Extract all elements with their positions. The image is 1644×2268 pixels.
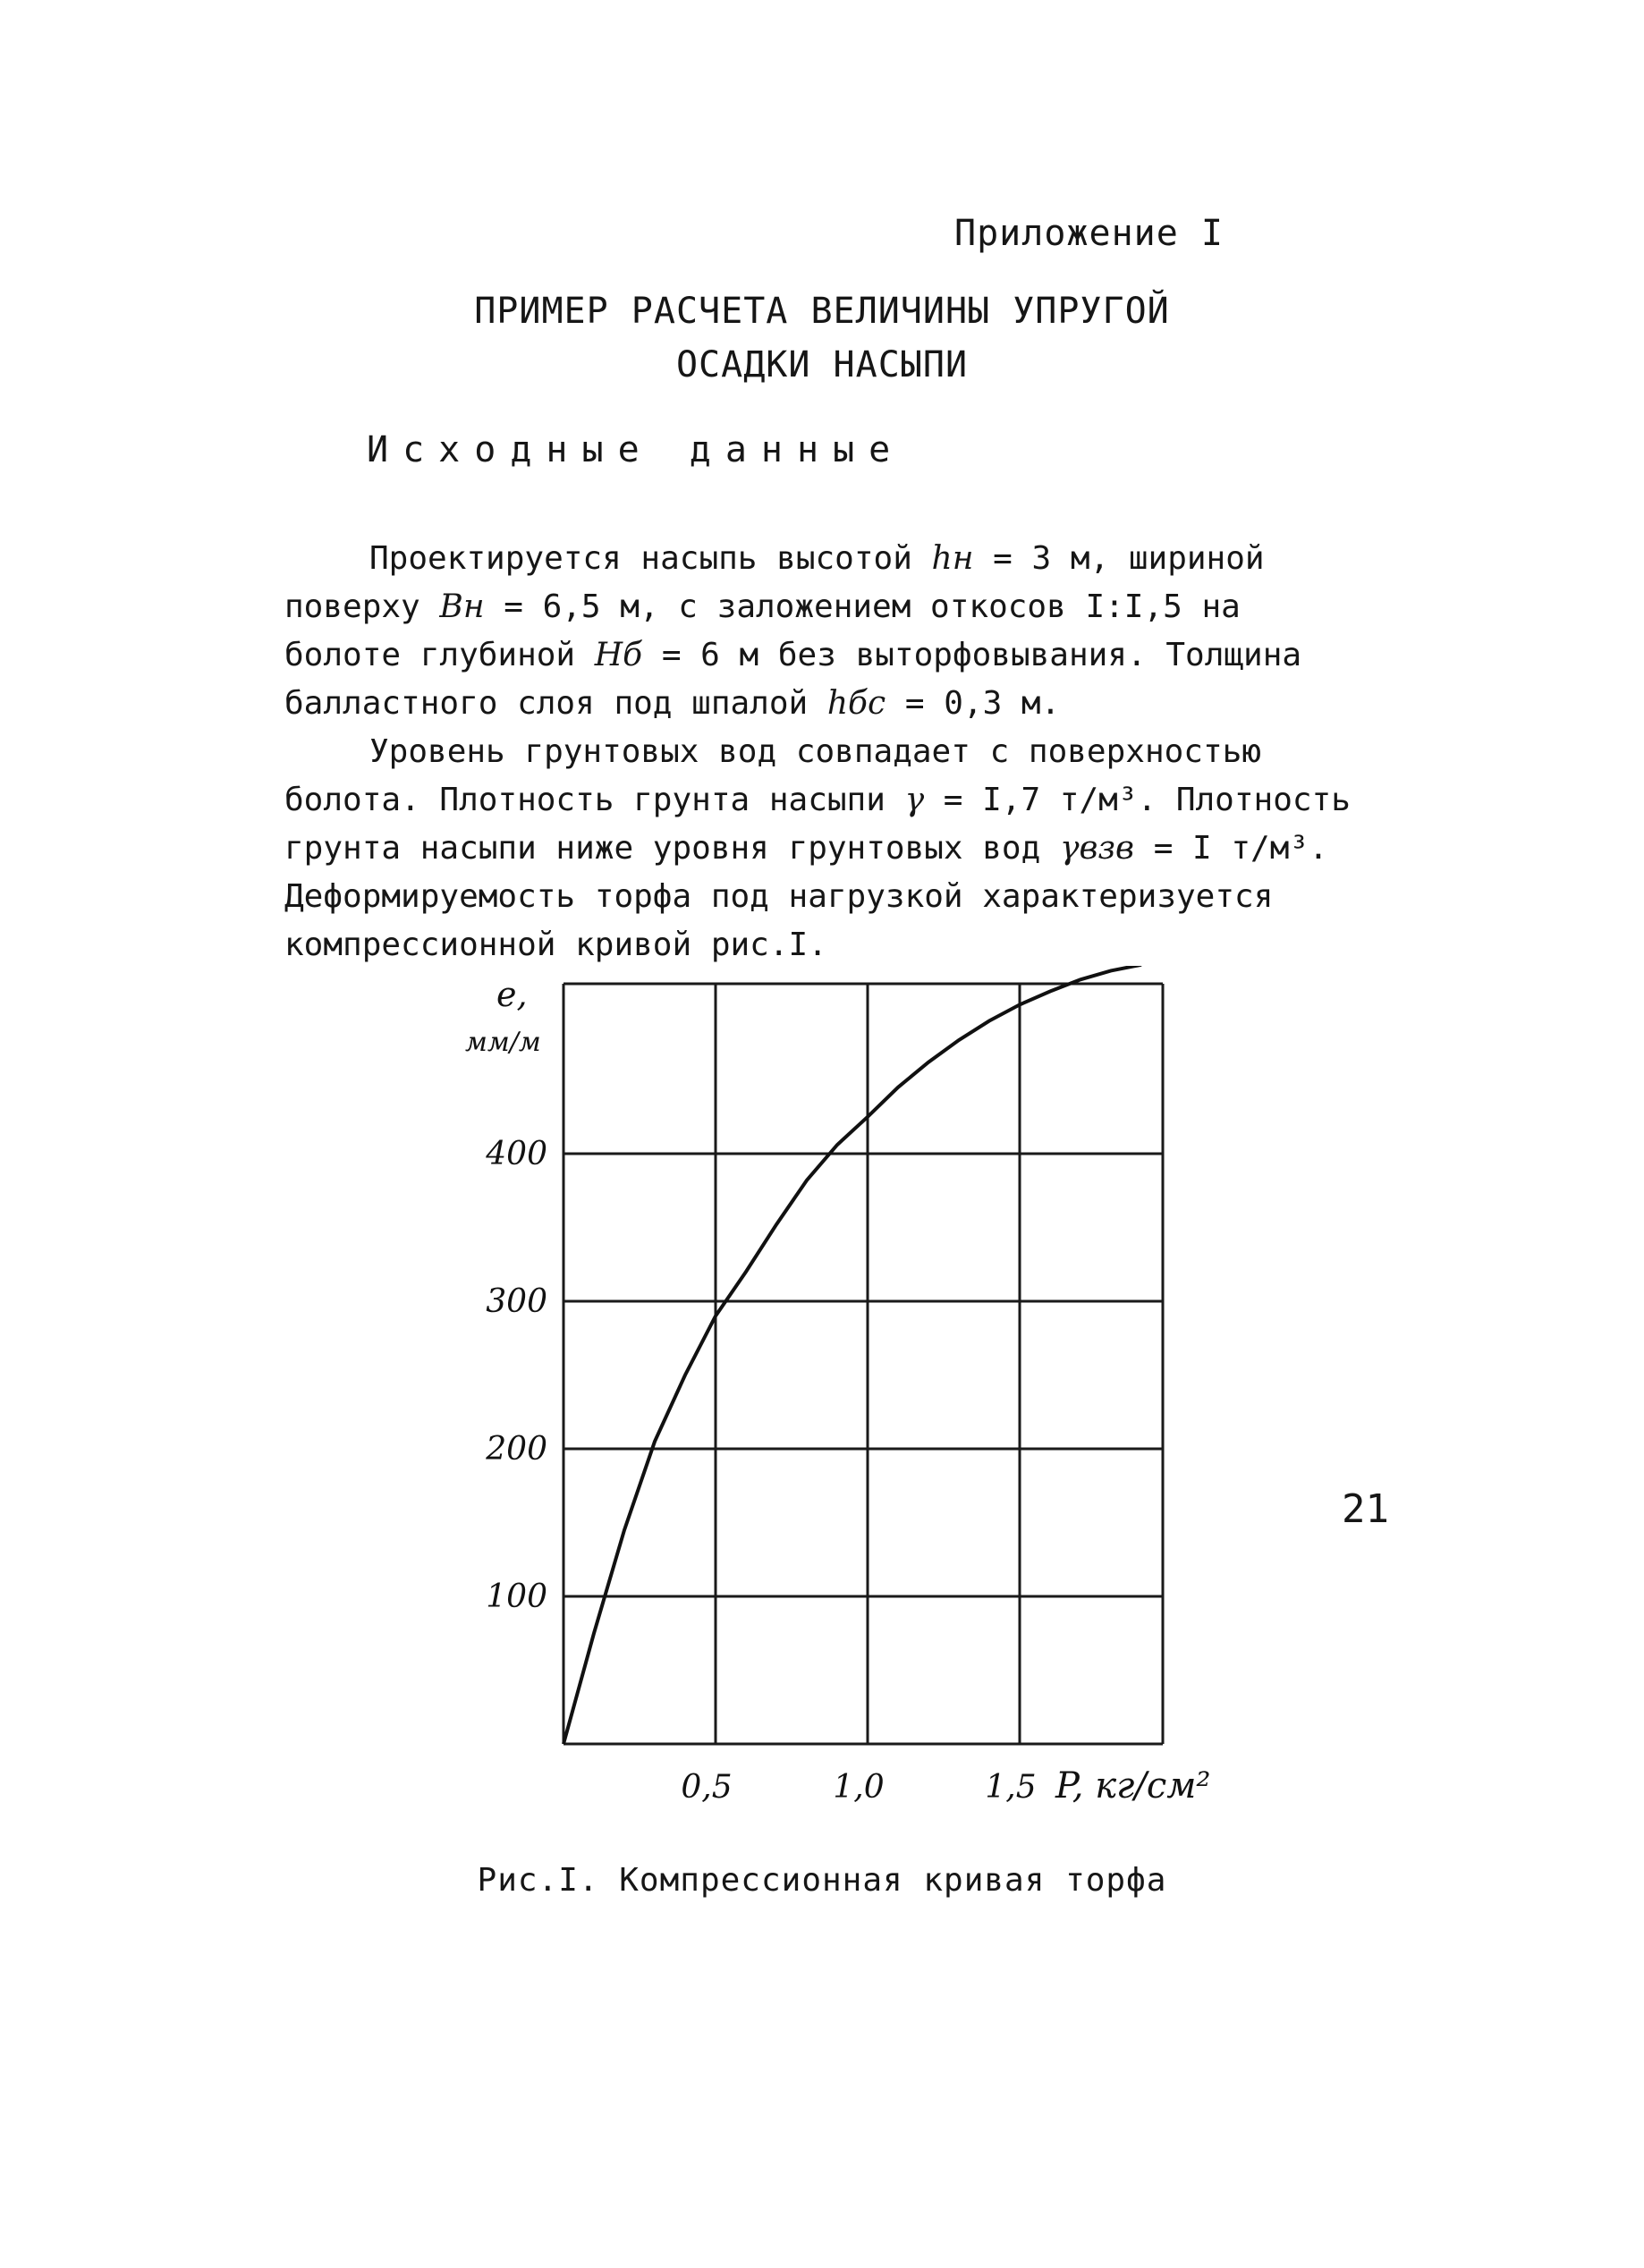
- x-tick-label: 1,0: [833, 1769, 885, 1806]
- formula-ballast-thickness: hбс: [826, 685, 886, 722]
- chart-tick-labels: [485, 1136, 1036, 1806]
- x-axis-label: P, кг/см²: [1055, 1765, 1211, 1807]
- compression-curve-line: [564, 966, 1141, 1744]
- formula-top-width: Bн: [439, 588, 485, 625]
- page-number: 21: [1342, 1486, 1389, 1532]
- formula-bog-depth: Hб: [594, 637, 643, 673]
- document-title-line-1: ПРИМЕР РАСЧЕТА ВЕЛИЧИНЫ УПРУГОЙ: [474, 291, 1170, 332]
- paragraph-2-text-2: = I,7 т/м³. Плотность грунта насыпи ниже уровня грунтовых вод: [284, 782, 1351, 867]
- y-axis-label-symbol: е,: [496, 975, 528, 1014]
- compression-curve-figure: [429, 966, 1234, 1828]
- paragraph-1-text-3: = 6,5 м, с заложением откосов I:I,5 на болоте глубиной: [284, 588, 1241, 673]
- appendix-label: Приложение I: [954, 213, 1224, 254]
- x-tick-label: 1,5: [985, 1769, 1037, 1806]
- paragraph-2-text-1: Уровень грунтовых вод совпадает с поверхностью болота. Плотность грунта насыпи: [284, 733, 1261, 818]
- y-tick-label: 300: [486, 1283, 547, 1320]
- section-subheading: Исходные данные: [367, 429, 905, 470]
- paragraph-1-text-4: = 6 м без выторфовывания. Толщина балластного слоя под шпалой: [284, 637, 1302, 722]
- y-axis-label-unit: мм/м: [465, 1027, 541, 1058]
- formula-embankment-height: hн: [931, 540, 974, 577]
- document-title-line-2: ОСАДКИ НАСЫПИ: [675, 344, 969, 385]
- y-tick-label: 400: [486, 1136, 547, 1172]
- figure-caption: Рис.I. Компрессионная кривая торфа: [477, 1862, 1167, 1899]
- paragraph-1-text-1: Проектируется насыпь высотой: [369, 540, 932, 577]
- paragraph-1-text-5: = 0,3 м.: [886, 685, 1061, 722]
- formula-soil-density: γ: [904, 782, 925, 818]
- paragraph-1: [284, 535, 1367, 728]
- y-tick-label: 200: [486, 1431, 547, 1468]
- paragraph-2: [284, 728, 1367, 969]
- chart-grid: [564, 984, 1163, 1744]
- paragraph-1-text-2: = 3 м, шириной поверху: [284, 540, 1265, 625]
- x-tick-label: 0,5: [681, 1769, 733, 1806]
- compression-curve-chart: [429, 966, 1234, 1824]
- formula-submerged-density: γвзв: [1059, 830, 1135, 867]
- y-tick-label: 100: [486, 1578, 547, 1615]
- paragraph-2-text-3: = I т/м³. Деформируемость торфа под нагрузкой характеризуется компрессионной кривой рис.I.: [284, 830, 1328, 963]
